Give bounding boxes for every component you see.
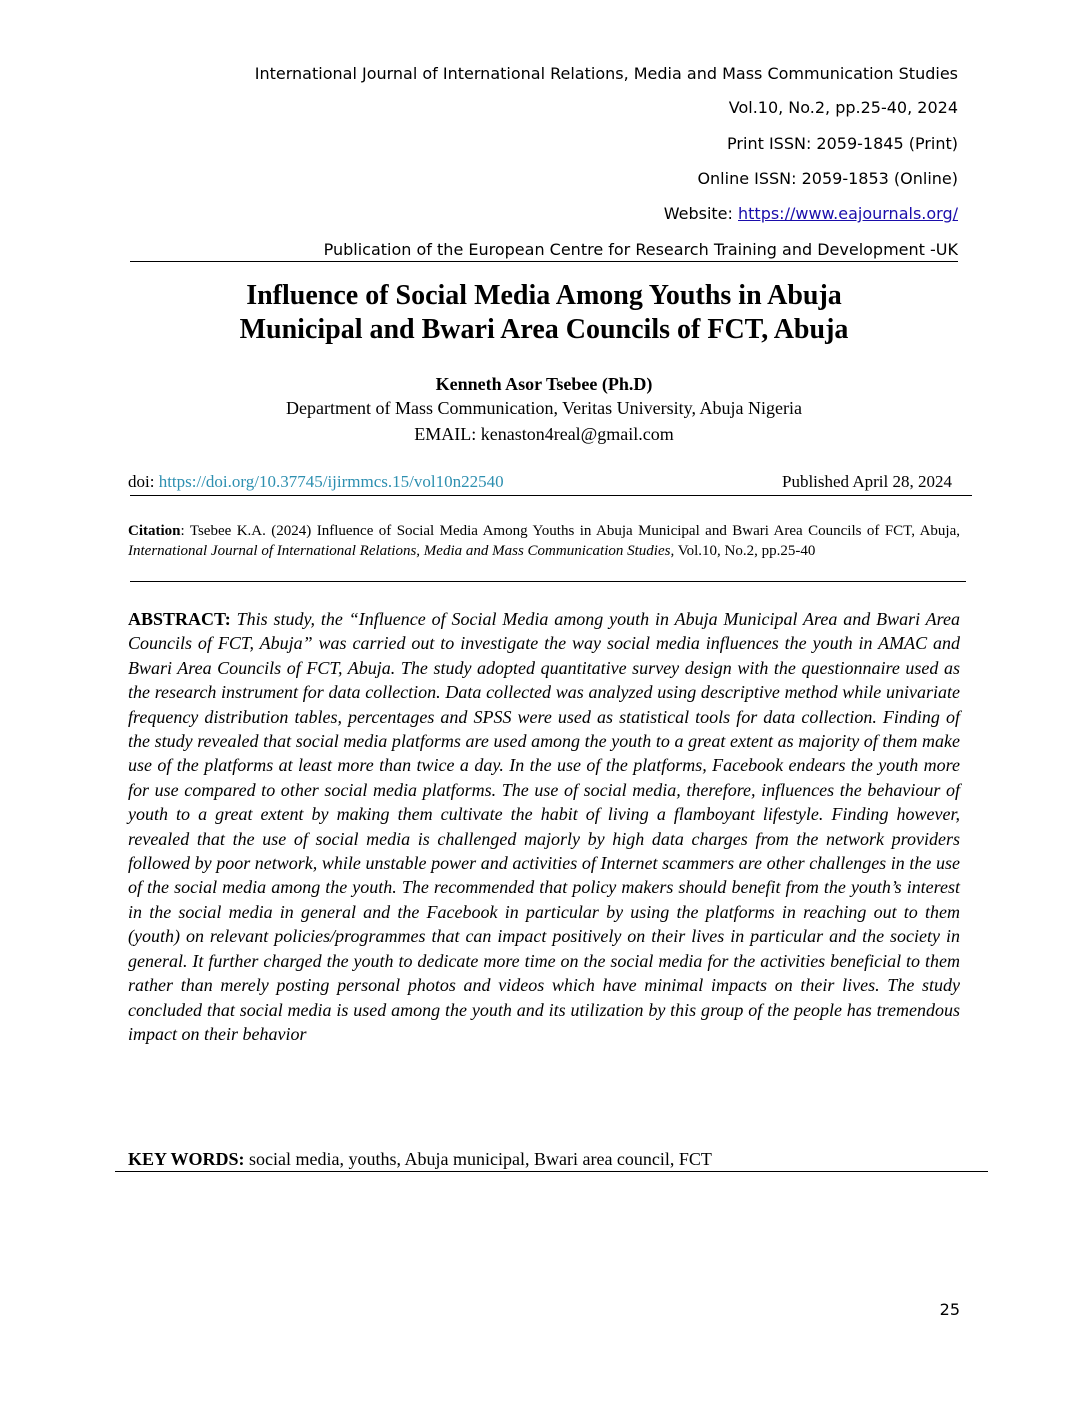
citation-label: Citation <box>128 523 181 539</box>
citation-text-1: : Tsebee K.A. (2024) Influence of Social Media Among Youths in Abuja Municipal and Bwari Area Councils of FCT, Abuja, <box>180 523 960 539</box>
keywords-text: social media, youths, Abuja municipal, Bwari area council, FCT <box>244 1149 712 1169</box>
citation-divider <box>130 581 966 582</box>
doi-line <box>128 472 504 492</box>
page-number: 25 <box>939 1300 960 1319</box>
online-issn: Online ISSN: 2059-1853 (Online) <box>697 169 958 188</box>
keywords-divider <box>115 1171 988 1172</box>
header-divider <box>130 261 958 262</box>
doi-label: doi: <box>128 472 159 491</box>
title-line-1: Influence of Social Media Among Youths in Abuja <box>246 280 842 311</box>
doi-link[interactable]: https://doi.org/10.37745/ijirmmcs.15/vol10n22540 <box>158 472 504 491</box>
article-title <box>0 279 1088 347</box>
author-email: EMAIL: kenaston4real@gmail.com <box>414 424 674 444</box>
citation-block <box>128 522 960 561</box>
keywords-line <box>128 1149 712 1170</box>
title-line-2: Municipal and Bwari Area Councils of FCT, Abuja <box>239 314 849 345</box>
citation-journal: International Journal of International Relations, Media and Mass Communication Studies, <box>128 542 675 559</box>
website-label: Website: <box>663 204 738 223</box>
abstract-label: ABSTRACT: <box>128 609 237 629</box>
journal-name: International Journal of International Relations, Media and Mass Communication Studies <box>254 64 958 83</box>
website-line <box>664 204 958 223</box>
website-link[interactable]: https://www.eajournals.org/ <box>738 204 958 223</box>
abstract-text: This study, the “Influence of Social Media among youth in Abuja Municipal Area and Bwari Area Councils of FCT, Abuja” was carried out to investigate the way social media influences the youth in AMAC and Bwari Area Councils of FCT, Abuja. The study adopted quantitative survey design with the questionnaire used as the research instrument for data collection. Data collected was analyzed using descriptive method while univariate frequency distribution tables, percentages and SPSS were used as statistical tools for data collection. Finding of the study revealed that social media platforms are used among the youth to a great extent as majority of them make use of the platforms at least more than twice a day. In the use of the platforms, Facebook endears the youth more for use compared to other social media platforms. The use of social media, therefore, influences the behaviour of youth to a great extent by making them cultivate the habit of living a flamboyant lifestyle. Finding however, revealed that the use of social media is challenged majorly by high data charges from the network providers followed by poor network, while unstable power and activities of Internet scammers are other challenges in the use of the social media among the youth. The recommended that policy makers should benefit from the youth’s interest in the social media in general and the Facebook in particular by using the platforms in reaching out to them (youth) on relevant policies/programmes that can impact positively on their lives in particular and the society in general. It further charged the youth to dedicate more time on the social media for the activities beneficial to them rather than merely posting personal photos and videos which have minimal impacts on their lives. The study concluded that social media is used among the youth and its utilization by this group of the people has tremendous impact on their behavior <box>128 609 960 1044</box>
author-name: Kenneth Asor Tsebee (Ph.D) <box>435 374 653 394</box>
keywords-label: KEY WORDS: <box>128 1149 245 1169</box>
volume-info: Vol.10, No.2, pp.25-40, 2024 <box>728 98 958 117</box>
publisher-line: Publication of the European Centre for Research Training and Development -UK <box>323 240 958 259</box>
abstract-block <box>128 607 960 1046</box>
doi-divider <box>130 495 972 496</box>
author-affiliation: Department of Mass Communication, Veritas University, Abuja Nigeria <box>286 398 802 418</box>
print-issn: Print ISSN: 2059-1845 (Print) <box>727 134 958 153</box>
published-date: Published April 28, 2024 <box>781 472 952 491</box>
citation-text-2: Vol.10, No.2, pp.25-40 <box>674 542 816 559</box>
